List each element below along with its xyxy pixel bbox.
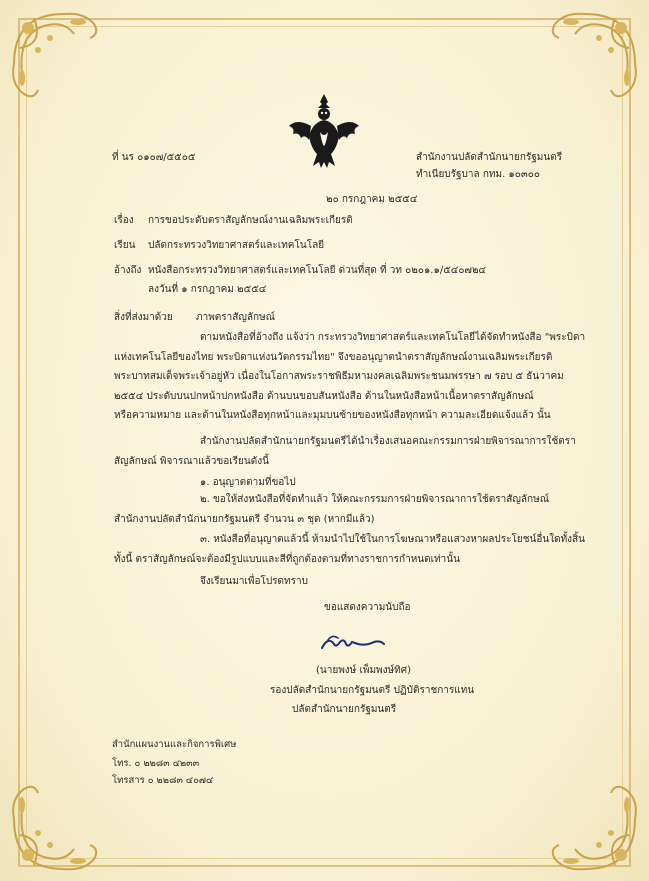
telephone: โทร. ๐ ๒๒๘๓ ๔๒๓๓ (112, 758, 200, 769)
signatory-title-1: รองปลัดสำนักนายกรัฐมนตรี ปฏิบัติราชการแทน (270, 685, 475, 696)
paragraph-line: แห่งเทคโนโลยีของไทย พระบิดาแห่งนวัตกรรมไทย" จึงขออนุญาตนำตราสัญลักษณ์งานเฉลิมพระเกียรติ (114, 351, 553, 363)
reference-label: อ้างถึง (114, 265, 142, 276)
paragraph-line: สำนักงานปลัดสำนักนายกรัฐมนตรีได้นำเรื่องเสนอคณะกรรมการฝ่ายพิจารณาการใช้ตรา (200, 436, 576, 447)
closing-request: จึงเรียนมาเพื่อโปรดทราบ (200, 576, 308, 587)
reference-line-1: หนังสือกระทรวงวิทยาศาสตร์และเทคโนโลยี ด่วนที่สุด ที่ วท ๐๒๐๑.๑/๕๔๐๗๒๔ (148, 265, 487, 276)
paragraph-line: ตามหนังสือที่อ้างถึง แจ้งว่า กระทรวงวิทยาศาสตร์และเทคโนโลยีได้จัดทำหนังสือ "พระบิดา (200, 332, 586, 343)
signatory-name: (นายพงษ์ เพ็มพงษ์ทิศ) (316, 665, 411, 676)
paragraph-line: ๒. ขอให้ส่งหนังสือที่จัดทำแล้ว ให้คณะกรรมการฝ่ายพิจารณาการใช้ตราสัญลักษณ์ (200, 494, 549, 505)
handwritten-signature (318, 630, 388, 656)
item-1: ๑. อนุญาตตามที่ขอไป (200, 477, 296, 488)
body-paragraph-2 (114, 432, 576, 471)
corner-ornament-icon (525, 4, 645, 114)
closing-salutation: ขอแสดงความนับถือ (324, 602, 411, 613)
document-date: ๒๐ กรกฎาคม ๒๕๕๔ (326, 194, 418, 205)
document-number: ที่ นร ๐๑๐๗/๕๕๐๕ (112, 152, 196, 163)
signatory-title-2: ปลัดสำนักนายกรัฐมนตรี (292, 704, 397, 715)
item-3 (114, 530, 585, 569)
garuda-emblem-icon (287, 92, 361, 170)
paragraph-line: พระบาทสมเด็จพระเจ้าอยู่หัว เนื่องในโอกาสพระราชพิธีมหามงคลเฉลิมพระชนมพรรษา ๗ รอบ ๕ ธันวาคม (114, 371, 564, 382)
paragraph-line: ๒๕๕๔ ประดับบนปกหน้าปกหนังสือ ด้านบนขอบสันหนังสือ ด้านในหนังสือหน้าเนื้อหาตราสัญลักษณ์ (114, 390, 534, 402)
subject-label: เรื่อง (114, 215, 134, 226)
body-paragraph-1 (114, 328, 586, 426)
corner-ornament-icon (525, 769, 645, 879)
fax: โทรสาร ๐ ๒๒๘๓ ๔๐๗๔ (112, 775, 214, 786)
subject-text: การขอประดับตราสัญลักษณ์งานเฉลิมพระเกียรติ (148, 215, 353, 226)
paragraph-line: สำนักงานปลัดสำนักนายกรัฐมนตรี จำนวน ๓ ชุด (หากมีแล้ว) (114, 513, 375, 525)
item-2 (114, 490, 549, 529)
corner-ornament-icon (4, 769, 124, 879)
paragraph-line: ทั้งนี้ ตราสัญลักษณ์จะต้องมีรูปแบบและสีที่ถูกต้องตามที่ทางราชการกำหนดเท่านั้น (114, 553, 460, 565)
office-address: ทำเนียบรัฐบาล กทม. ๑๐๓๐๐ (416, 169, 540, 180)
recipient-text: ปลัดกระทรวงวิทยาศาสตร์และเทคโนโลยี (148, 240, 325, 251)
paragraph-line: สัญลักษณ์ พิจารณาแล้วขอเรียนดังนี้ (114, 455, 269, 467)
paragraph-line: ๓. หนังสือที่อนุญาตแล้วนี้ ห้ามนำไปใช้ในการโฆษณาหรือแสวงหาผลประโยชน์อื่นใดทั้งสิ้น (200, 534, 585, 545)
department-name: สำนักแผนงานและกิจการพิเศษ (112, 739, 237, 750)
enclosure-label: สิ่งที่ส่งมาด้วย (114, 312, 173, 323)
office-name: สำนักงานปลัดสำนักนายกรัฐมนตรี (416, 152, 563, 163)
recipient-label: เรียน (114, 240, 136, 251)
reference-line-2: ลงวันที่ ๑ กรกฎาคม ๒๕๕๔ (148, 284, 267, 295)
enclosure-text: ภาพตราสัญลักษณ์ (196, 312, 275, 323)
paragraph-line: หรือความหมาย และด้านในหนังสือทุกหน้าและมุมบนซ้ายของหนังสือทุกหน้า ความละเอียดแจ้งแล้ว นั้น (114, 410, 551, 421)
corner-ornament-icon (4, 4, 124, 114)
